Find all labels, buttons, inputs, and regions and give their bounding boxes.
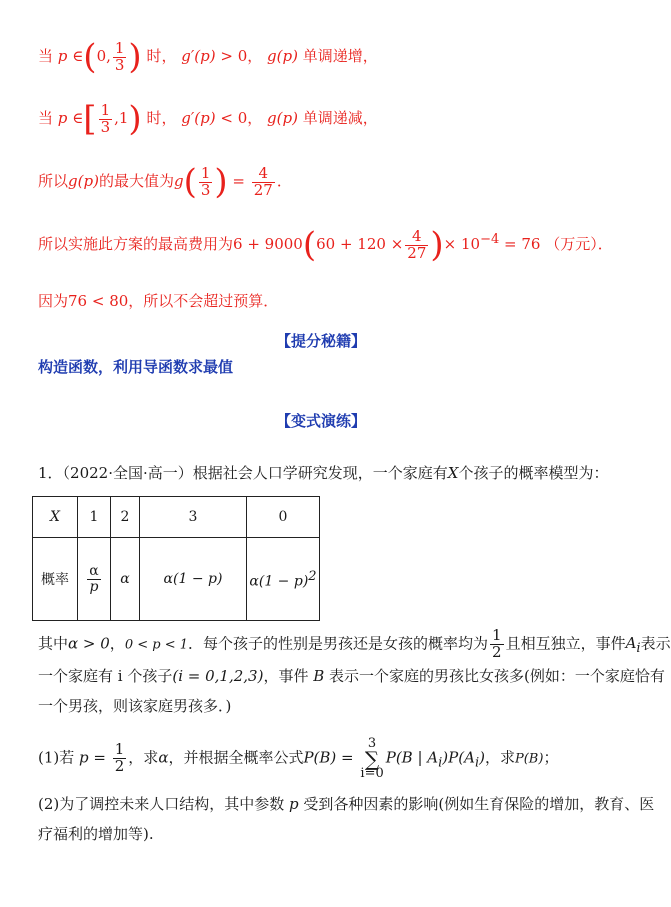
- problem-source: （2022·全国·高一）: [62, 464, 193, 482]
- text-when: 当: [38, 47, 54, 65]
- frac-den: 27: [253, 180, 273, 199]
- expr-b: 60 + 120 ×: [316, 235, 404, 253]
- paren-close: ): [128, 37, 142, 77]
- frac-den: 3: [200, 180, 211, 199]
- unit: （万元）．: [545, 235, 613, 253]
- frac-den: 3: [114, 55, 125, 74]
- text-then: 时，: [146, 109, 177, 127]
- text: ；: [543, 748, 559, 767]
- text: 一个家庭有 i 个孩子: [38, 667, 173, 685]
- text: ，求: [128, 748, 159, 767]
- text: 其中: [38, 634, 69, 653]
- expr-a: 6 + 9000: [233, 235, 303, 253]
- exponent: −4: [480, 232, 500, 247]
- g-of-p: g(p): [267, 109, 298, 127]
- frac-num: 1: [114, 38, 125, 57]
- text-so: 所以: [38, 172, 69, 190]
- frac-num: 4: [252, 166, 275, 183]
- solution-line-4: [38, 225, 613, 265]
- solution-line-1: 当 p ∈(0, $\frac{1}{3}$ ) 时， g′(p) > 0， g(p) 单调递增，: [38, 37, 378, 77]
- var-X: X: [447, 464, 459, 482]
- text: 一个男孩，则该家庭男孩多．): [38, 697, 232, 715]
- table-header-row: [33, 497, 320, 538]
- condition-line-2: [38, 665, 665, 686]
- var-p: p: [289, 795, 299, 813]
- expr-c: × 10: [443, 235, 481, 253]
- sum-symbol: [360, 738, 383, 779]
- paren-close: ): [430, 225, 444, 265]
- table-cell: [111, 538, 140, 621]
- condition-line-3: [38, 695, 231, 716]
- cond-positive: > 0: [220, 47, 248, 65]
- var-alpha: α: [158, 748, 169, 767]
- cond-negative: < 0: [220, 109, 248, 127]
- solution-line-5: [38, 290, 278, 311]
- frac-den: 2: [114, 757, 125, 776]
- table-cell: 2: [111, 497, 140, 538]
- paren-close: ): [214, 162, 228, 202]
- cell-p4: α(1 − p): [249, 573, 309, 590]
- frac-num: α: [89, 562, 99, 579]
- frac-den: 27: [407, 243, 427, 262]
- frac-den: 2: [492, 642, 502, 661]
- text-then: 时，: [146, 47, 177, 65]
- target: P(B): [514, 751, 544, 767]
- fraction-one-third: [113, 38, 127, 74]
- element-of: ∈: [72, 47, 84, 65]
- interval-start: 0,: [96, 47, 111, 65]
- frac-num: 4: [405, 229, 428, 246]
- var-p: p: [57, 109, 68, 127]
- element-of: ∈: [72, 109, 84, 127]
- problem-text-2: 个孩子的概率模型为：: [458, 464, 609, 482]
- problem-text: 根据社会人口学研究发现，一个家庭有: [192, 464, 448, 482]
- table-cell: 0: [247, 497, 320, 538]
- formula: P(B) =: [303, 748, 354, 767]
- interval-end: ,1: [114, 109, 129, 127]
- fraction-alpha-p: [87, 564, 100, 594]
- text: (2)为了调控未来人口结构，其中参数: [38, 795, 285, 813]
- fraction-one-third: [199, 163, 213, 199]
- fraction-half: [113, 742, 127, 775]
- paren-open: [: [83, 99, 97, 139]
- variant-heading: 【变式演练】: [275, 412, 366, 430]
- text: 表示: [640, 634, 671, 653]
- table-row: [33, 538, 320, 621]
- text: ，事件: [263, 667, 309, 685]
- question-1: (1)若 p = $\frac{1}{2}$ ，求α，并根据全概率公式P(B) = 3 ∑ i=0 P(B | $A_i)P(A_i)$，求P(B)；: [38, 736, 559, 781]
- expr-result: = 76: [504, 235, 541, 253]
- text: ，求: [484, 748, 515, 767]
- text: 受到各种因素的影响(例如生育保险的增加，教育、医: [303, 795, 655, 813]
- solution-line-3: 所以g(p)的最大值为g( $\frac{1}{3}$ ) = $\frac{4}{27}$ ．: [38, 162, 292, 202]
- expr-compare: 76 < 80: [68, 292, 129, 310]
- paren-open: (: [83, 37, 97, 77]
- sum-bottom: i=0: [360, 765, 384, 781]
- table-cell: [33, 497, 78, 538]
- table-cell: 3: [140, 497, 247, 538]
- frac-num: 1: [492, 626, 502, 644]
- g-of-p: g(p): [68, 172, 99, 190]
- table-cell: [78, 538, 111, 621]
- frac-den: p: [89, 578, 99, 595]
- text-because: 因为: [38, 292, 69, 310]
- table-cell: 1: [78, 497, 111, 538]
- table-cell: α(1 − p): [140, 538, 247, 621]
- paren-open: (: [183, 162, 197, 202]
- var-p: p: [57, 47, 68, 65]
- text: 表示一个家庭的男孩比女孩多(例如：一个家庭恰有: [329, 667, 665, 685]
- cell-X: X: [50, 509, 60, 525]
- cell-alpha: α: [120, 571, 130, 587]
- text-max-cost: 所以实施此方案的最高费用为: [38, 235, 234, 253]
- result-increasing: 单调递增，: [302, 47, 378, 65]
- question-2-line-1: [38, 793, 654, 814]
- frac-num: 1: [100, 100, 111, 119]
- text: (1)若: [38, 748, 75, 767]
- event-B: B: [313, 667, 325, 685]
- text: ，并根据全概率公式: [168, 748, 304, 767]
- question-2-line-2: [38, 823, 154, 844]
- index-set: (i = 0,1,2,3): [172, 667, 264, 685]
- solution-line-2: 当 p ∈[ $\frac{1}{3}$ ,1) 时， g′(p) < 0， g(p) 单调递减，: [38, 99, 378, 139]
- sigma: ∑: [364, 746, 380, 771]
- frac-den: 3: [100, 117, 111, 136]
- g-prime: g′(p): [181, 109, 216, 127]
- frac-num: 1: [114, 740, 125, 759]
- condition-line-1: 其中α > 0，0 < p < 1．每个孩子的性别是男孩还是女孩的概率均为 $\frac{1}{2}$ 且相互独立，事件$A_i$表示: [38, 626, 671, 661]
- term: P(B | A: [385, 748, 439, 767]
- text-max-value: 的最大值为: [98, 172, 174, 190]
- paren-close: ): [128, 99, 142, 139]
- term: )P(A: [442, 748, 475, 767]
- fraction-one-third: [99, 100, 113, 136]
- g-prime: g′(p): [181, 47, 216, 65]
- text: 且相互独立，事件: [505, 634, 626, 653]
- exponent: 2: [308, 568, 317, 584]
- sum-top: 3: [367, 736, 377, 751]
- fraction-max: [252, 163, 275, 199]
- text: ．每个孩子的性别是男孩还是女孩的概率均为: [188, 634, 489, 653]
- frac-num: 1: [200, 163, 211, 182]
- tips-heading: 【提分秘籍】: [275, 332, 366, 350]
- problem-intro: [38, 462, 608, 483]
- fraction-4-27: [405, 226, 428, 262]
- paren-open: (: [302, 225, 317, 265]
- event-A: $A_i$: [625, 634, 641, 657]
- tips-text: 构造函数，利用导函数求最值: [38, 358, 234, 376]
- text: 疗福利的增加等).: [38, 825, 154, 843]
- var-p: p: [79, 748, 89, 767]
- text-when: 当: [38, 109, 54, 127]
- g-func: g: [173, 172, 184, 190]
- table-cell: [247, 538, 320, 621]
- result-decreasing: 单调递减，: [302, 109, 378, 127]
- g-of-p: g(p): [267, 47, 298, 65]
- fraction-half: [490, 628, 504, 661]
- cond-b: 0 < p < 1: [124, 637, 188, 653]
- problem-number: 1．: [38, 464, 63, 482]
- probability-table: [32, 496, 320, 621]
- cond-a: α > 0: [68, 634, 110, 653]
- table-cell: 概率: [33, 538, 78, 621]
- text-conclusion: ，所以不会超过预算．: [128, 292, 279, 310]
